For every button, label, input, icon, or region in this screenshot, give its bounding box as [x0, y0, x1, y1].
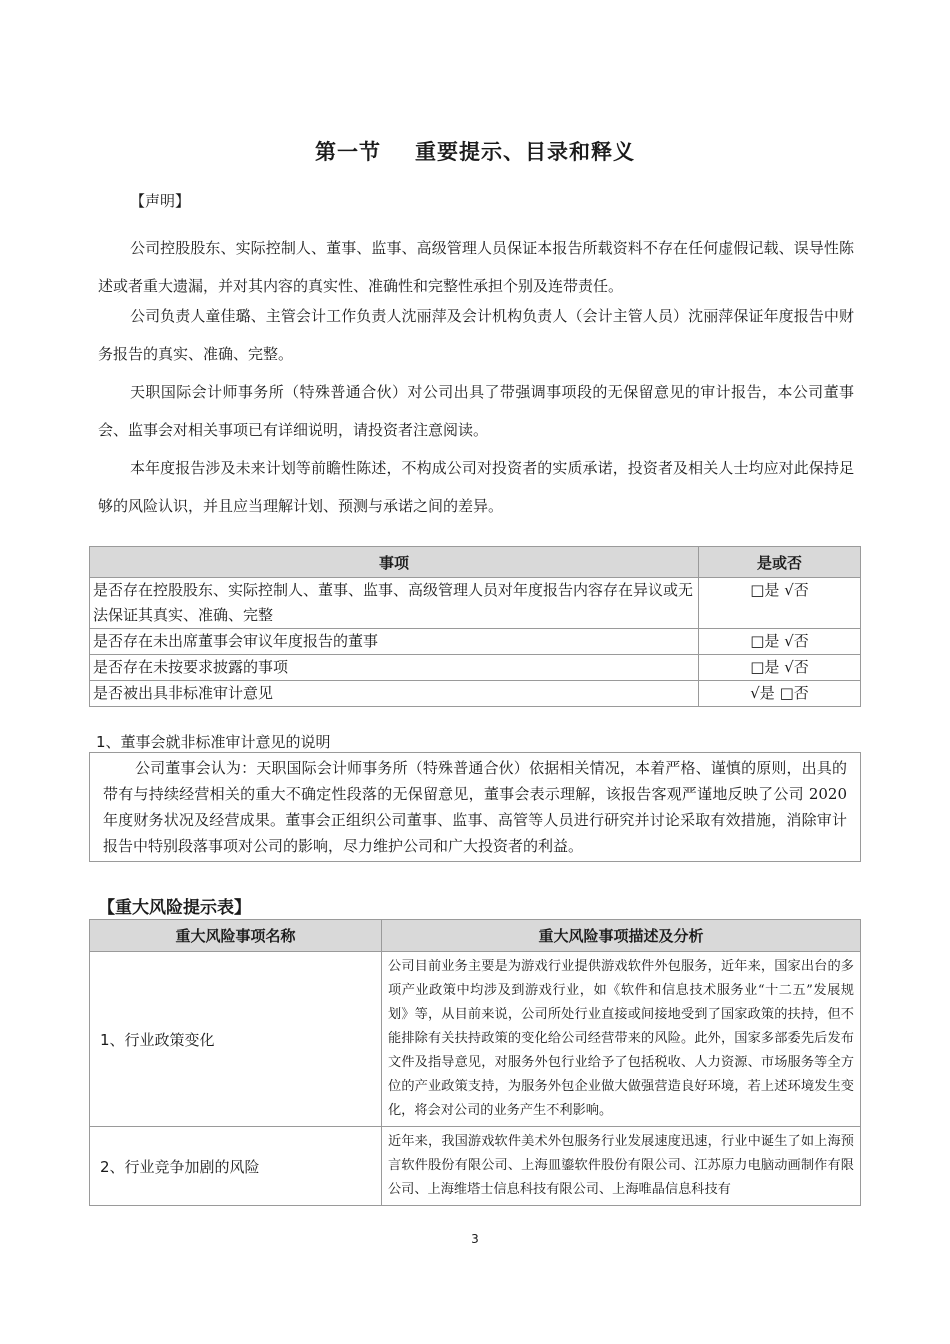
table-row — [90, 952, 861, 1127]
check-table — [89, 546, 861, 707]
section-title — [0, 136, 950, 166]
declaration-heading: 【声明】 — [130, 192, 191, 210]
table-row — [90, 578, 861, 629]
risk-table — [89, 919, 861, 1206]
row-item: 是否存在控股股东、实际控制人、董事、监事、高级管理人员对年度报告内容存在异议或无法保证其真实、准确、完整 — [90, 578, 699, 629]
page-number: 3 — [471, 1232, 479, 1246]
section-number: 第一节 — [315, 140, 381, 164]
declaration-paragraph: 公司负责人童佳璐、主管会计工作负责人沈丽萍及会计机构负责人（会计主管人员）沈丽萍保证年度报告中财务报告的真实、准确、完整。 — [98, 307, 854, 363]
table-row — [90, 681, 861, 707]
declaration-paragraph: 天职国际会计师事务所（特殊普通合伙）对公司出具了带强调事项段的无保留意见的审计报告，本公司董事会、监事会对相关事项已有详细说明，请投资者注意阅读。 — [98, 383, 854, 439]
table-header-row — [90, 920, 861, 952]
table-header-row — [90, 547, 861, 578]
declaration-paragraph: 公司控股股东、实际控制人、董事、监事、高级管理人员保证本报告所载资料不存在任何虚假记载、误导性陈述或者重大遗漏，并对其内容的真实性、准确性和完整性承担个别及连带责任。 — [98, 239, 854, 295]
risk-desc: 近年来，我国游戏软件美术外包服务行业发展速度迅速，行业中诞生了如上海预言软件股份有限公司、上海皿鎏软件股份有限公司、江苏原力电脑动画制作有限公司、上海维塔士信息科技有限公司、上海唯晶信息科技有 — [382, 1127, 861, 1206]
row-answer: □是 √否 — [699, 629, 861, 655]
header-risk-desc: 重大风险事项描述及分析 — [382, 920, 861, 952]
audit-note-text: 公司董事会认为：天职国际会计师事务所（特殊普通合伙）依据相关情况，本着严格、谨慎的原则，出具的带有与持续经营相关的重大不确定性段落的无保留意见，董事会表示理解，该报告客观严谨地反映了公司 2020 年度财务状况及经营成果。董事会正组织公司董事、监事、高管等人员进行研究并讨论采取有效措施，消除审计报告中特别段落事项对公司的影响，尽力维护公司和广大投资者的利益。 — [89, 752, 861, 862]
risk-table-heading: 【重大风险提示表】 — [98, 898, 251, 918]
row-answer: □是 √否 — [699, 655, 861, 681]
row-item: 是否存在未按要求披露的事项 — [90, 655, 699, 681]
header-answer: 是或否 — [699, 547, 861, 578]
row-answer: √是 □否 — [699, 681, 861, 707]
row-item: 是否存在未出席董事会审议年度报告的董事 — [90, 629, 699, 655]
risk-name: 1、行业政策变化 — [90, 952, 382, 1127]
audit-note-title: 1、董事会就非标准审计意见的说明 — [96, 733, 331, 751]
row-answer: □是 √否 — [699, 578, 861, 629]
header-risk-name: 重大风险事项名称 — [90, 920, 382, 952]
section-name: 重要提示、目录和释义 — [415, 140, 635, 164]
risk-name: 2、行业竞争加剧的风险 — [90, 1127, 382, 1206]
header-item: 事项 — [90, 547, 699, 578]
declaration-paragraph: 本年度报告涉及未来计划等前瞻性陈述，不构成公司对投资者的实质承诺，投资者及相关人士均应对此保持足够的风险认识，并且应当理解计划、预测与承诺之间的差异。 — [98, 459, 854, 515]
risk-desc: 公司目前业务主要是为游戏行业提供游戏软件外包服务，近年来，国家出台的多项产业政策中均涉及到游戏行业，如《软件和信息技术服务业“十二五”发展规划》等，从目前来说，公司所处行业直接或间接地受到了国家政策的扶持，但不能排除有关扶持政策的变化给公司经营带来的风险。此外，国家多部委先后发布文件及指导意见，对服务外包行业给予了包括税收、人力资源、市场服务等全方位的产业政策支持，为服务外包企业做大做强营造良好环境，若上述环境发生变化，将会对公司的业务产生不利影响。 — [382, 952, 861, 1127]
table-row — [90, 655, 861, 681]
table-row — [90, 1127, 861, 1206]
row-item: 是否被出具非标准审计意见 — [90, 681, 699, 707]
table-row — [90, 629, 861, 655]
